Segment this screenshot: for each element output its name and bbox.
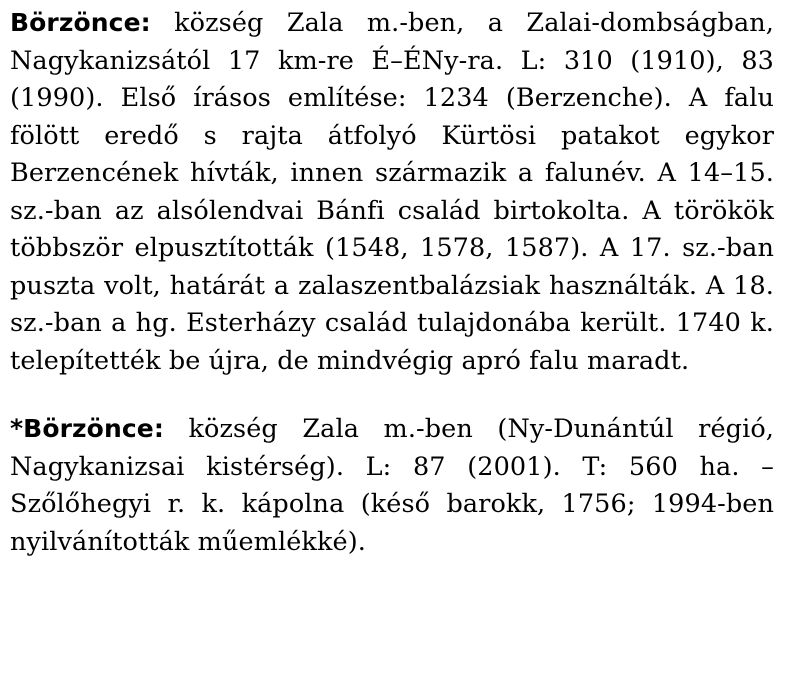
entry-headword: Börzönce: [10, 8, 151, 37]
entry-body: község Zala m.-ben, a Zalai-dombságban, Nagykanizsától 17 km-re É–ÉNy-ra. L: 310 (1910), 83 (1990). Első írásos említése: 1234 (Berzenche). A falu fölött eredő s rajta átfolyó Kürtösi patakot egykor Berzencének hívták, innen származik a falunév. A 14–15. sz.-ban az alsólendvai Bánfi család birtokolta. A törökök többször elpusztították (1548, 1578, 1587). A 17. sz.-ban puszta volt, határát a zalaszentbalázsiak használták. A 18. sz.-ban a hg. Esterházy család tulajdonába került. 1740 k. telepítették be újra, de mindvégig apró falu maradt. [10, 8, 774, 376]
entry-body: község Zala m.-ben (Ny-Dunántúl régió, Nagykanizsai kistérség). L: 87 (2001). T: 560 ha. – Szőlőhegyi r. k. kápolna (késő barokk, 1756; 1994-ben nyilvánították műemlékké). [10, 414, 774, 557]
dictionary-entry [10, 4, 774, 380]
entry-headword: *Börzönce: [10, 414, 164, 443]
dictionary-entry [10, 410, 774, 561]
